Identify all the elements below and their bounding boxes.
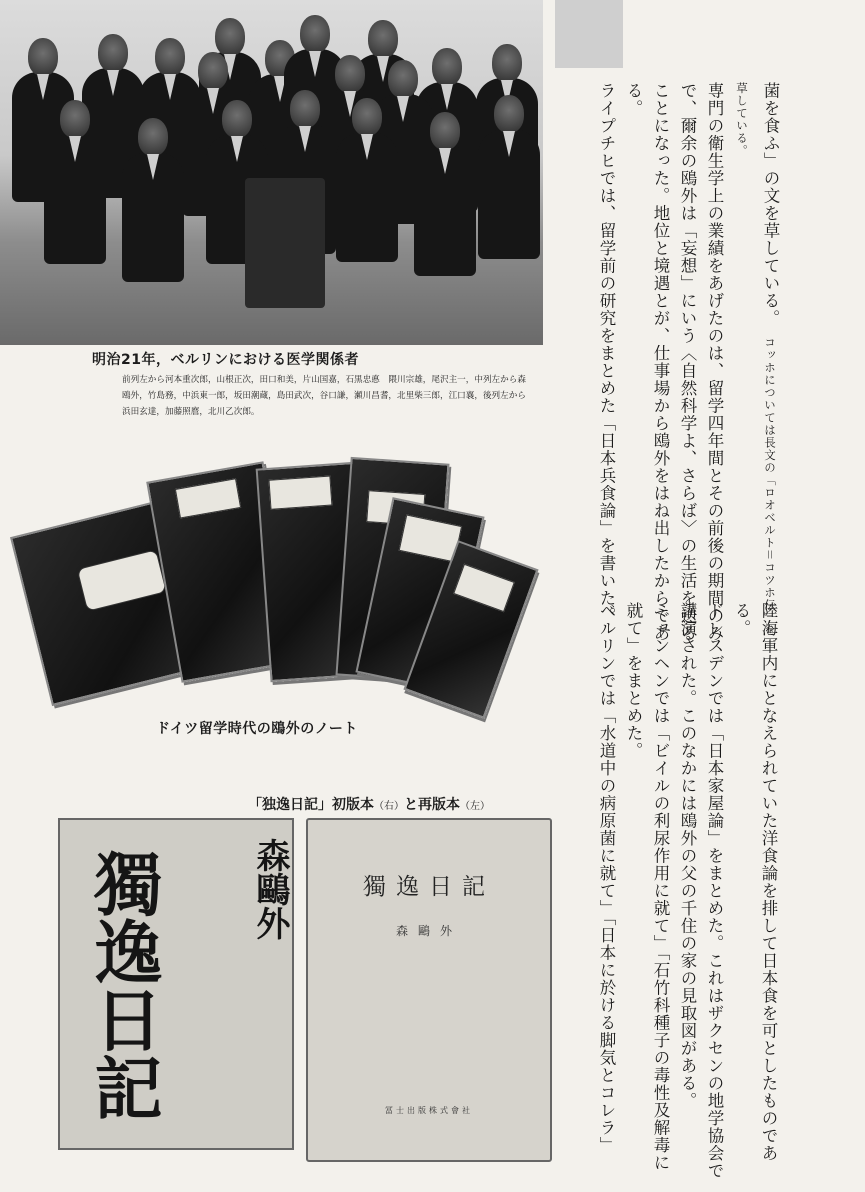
- paragraph: [728, 82, 784, 642]
- books-caption-right: （右）: [374, 801, 404, 812]
- paragraph: ベルリンでは「水道中の病原菌に就て」「日本に於ける脚気とコレラ」: [597, 602, 616, 1154]
- paragraph: 陸海軍内にとなえられていた洋食論を排して日本食を可としたものである。: [732, 602, 778, 1162]
- paragraph: ドレスデンでは「日本家屋論」をまとめた。これはザクセンの地学協会で講演された。このなかには鴎外の父の千住の家の見取図がある。: [678, 602, 724, 1180]
- photo-table: [245, 178, 325, 308]
- reprint-author: 森鷗外: [395, 924, 462, 938]
- paragraph: ミュンヘンでは「ビイルの利尿作用に就て」「石竹科種子の毒性及解毒に就て」をまとめた。: [624, 602, 670, 1172]
- group-photo: [0, 0, 543, 345]
- text-run: 「ロオベルト＝コツホ伝」を草している。: [735, 82, 777, 637]
- books-caption: [248, 794, 490, 814]
- first-edition-title: 獨逸日記: [83, 849, 162, 1121]
- notebooks-photo: [18, 440, 518, 710]
- body-text-lower: [572, 602, 782, 1182]
- paragraph: ライプチヒでは、留学前の研究をまとめた「日本兵食論」を書いた。: [597, 82, 616, 625]
- reprint-title: 獨逸日記: [363, 874, 495, 900]
- photo-caption-names: 前列左から河本重次郎，山根正次，田口和美，片山国嘉，石黒忠悳 隈川宗雄，尾沢主一，中列左から森鴎外，竹島務，中浜東一郎，坂田潮蔵，島田武次，谷口謙，瀬川昌耆，北里柴三郎，江口襄，後列左から浜田玄達，加藤照麿，北川乙次郎。: [122, 375, 526, 417]
- books-caption-left: （左）: [460, 801, 490, 812]
- text-run: コッホについては長文の: [763, 336, 777, 474]
- reprint-cover: [306, 818, 552, 1162]
- section-tab-marker: [555, 0, 623, 68]
- text-run: 菌を食ふ」の文を草している。: [761, 82, 780, 319]
- paragraph: 専門の衛生学上の業績をあげたのは、留学四年間とその前後の期間のみで、爾余の鴎外は「妄想」にいう〈自然科学よ、さらば〉の生活を送ることになった。地位と境遇とが、仕事場から鴎外をはね出したからである。: [624, 82, 724, 642]
- first-edition-cover: [58, 818, 294, 1150]
- books-caption-mid: と再版本: [404, 797, 460, 813]
- books-caption-main: 「独逸日記」初版本: [248, 797, 374, 813]
- first-edition-author: 森鷗外: [250, 838, 290, 940]
- reprint-publisher: 冨士出版株式會社: [385, 1106, 473, 1115]
- photo-caption-title: 明治21年，ベルリンにおける医学関係者: [92, 352, 359, 368]
- notebooks-caption: ドイツ留学時代の鴎外のノート: [156, 721, 358, 737]
- body-text-upper: [574, 82, 784, 642]
